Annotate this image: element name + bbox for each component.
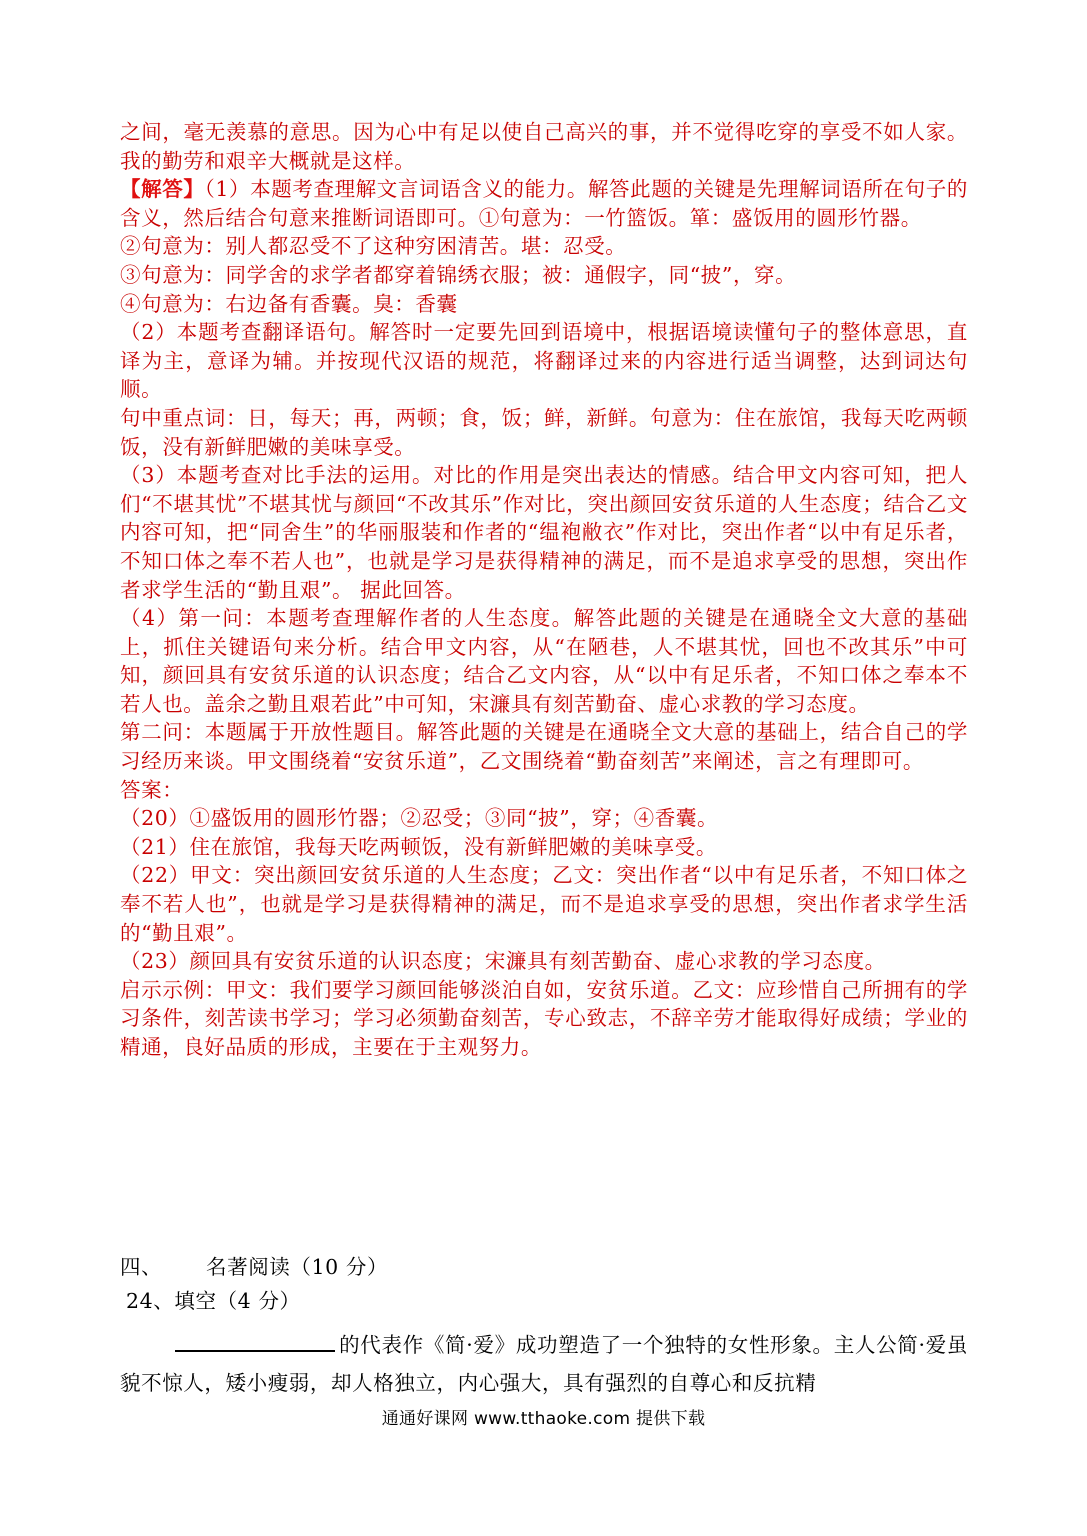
answer-21: （21）住在旅馆，我每天吃两顿饭，没有新鲜肥嫩的美味享受。 xyxy=(120,834,717,859)
answer-part-4: （4）第一问：本题考查理解作者的人生态度。解答此题的关键是在通晓全文大意的基础上，抓住关键语句来分析。结合甲文内容，从“在陋巷，人不堪其忧，回也不改其乐”中可知，颜回具有安贫乐道的认识态度；结合乙文内容，从“以中有足乐者，不知口体之奉本不若人也。盖余之勤且艰若此”中可知，宋濂具有刻苦勤奋、虚心求教的学习态度。 xyxy=(120,606,968,716)
section-number: 四、 xyxy=(120,1255,163,1279)
answer-part-1-3: ③句意为：同学舍的求学者都穿着锦绣衣服；被：通假字，同“披”，穿。 xyxy=(120,262,797,287)
answer-part-2-b: 句中重点词：日，每天；再，两顿；食，饭；鲜，新鲜。句意为：住在旅馆，我每天吃两顿饭，没有新鲜肥嫩的美味享受。 xyxy=(120,405,968,459)
section-four xyxy=(120,1252,968,1402)
answer-part-1-4: ④句意为：右边备有香囊。臭：香囊 xyxy=(120,291,458,316)
answers-label: 答案： xyxy=(120,777,184,802)
answer-22: （22）甲文：突出颜回安贫乐道的人生态度；乙文：突出作者“以中有足乐者，不知口体之奉不若人也”，也就是学习是获得精神的满足，而不是追求享受的思想，突出作者求学生活的“勤且艰”。 xyxy=(120,863,968,945)
answer-20: （20）①盛饭用的圆形竹器；②忍受；③同“披”，穿；④香囊。 xyxy=(120,806,719,831)
translation-ending: 之间，毫无羡慕的意思。因为心中有足以使自己高兴的事，并不觉得吃穿的享受不如人家。我的勤劳和艰辛大概就是这样。 xyxy=(120,120,968,173)
question-24-title: 24、填空（4 分） xyxy=(126,1289,301,1313)
answer-part-1 xyxy=(120,175,968,232)
answer-part-1-2: ②句意为：别人都忍受不了这种穷困清苦。堪：忍受。 xyxy=(120,234,627,259)
question-24-body xyxy=(120,1326,968,1402)
answer-hint: 启示示例：甲文：我们要学习颜回能够淡泊自如，安贫乐道。乙文：应珍惜自己所拥有的学习条件，刻苦读书学习；学习必须勤奋刻苦，专心致志，不辞辛劳才能取得好成绩；学业的精通，良好品质的形成，主要在于主观努力。 xyxy=(120,977,968,1059)
section-title: 名著阅读（10 分） xyxy=(206,1255,389,1279)
question-24-text: 的代表作《简·爱》成功塑造了一个独特的女性形象。主人公简·爱虽貌不惊人，矮小瘦弱，却人格独立，内心强大，具有强烈的自尊心和反抗精 xyxy=(120,1333,968,1395)
footer-credit: 通通好课网 www.tthaoke.com 提供下载 xyxy=(381,1409,706,1429)
answer-label: 【解答】 xyxy=(120,177,205,202)
answer-part-4-b: 第二问：本题属于开放性题目。解答此题的关键是在通晓全文大意的基础上，结合自己的学习经历来谈。甲文围绕着“安贫乐道”，乙文围绕着“勤奋刻苦”来阐述，言之有理即可。 xyxy=(120,720,968,774)
answer-intro: （1）本题考查理解文言词语含义的能力。解答此题的关键是先理解词语所在句子的含义，然后结合句意来推断词语即可。①句意为：一竹篮饭。箪：盛饭用的圆形竹器。 xyxy=(120,177,968,230)
answer-part-3: （3）本题考查对比手法的运用。对比的作用是突出表达的情感。结合甲文内容可知，把人们“不堪其忧”不堪其忧与颜回“不改其乐”作对比，突出颜回安贫乐道的人生态度；结合乙文内容可知，把“同舍生”的华丽服装和作者的“缊袍敝衣”作对比，突出作者“以中有足乐者，不知口体之奉不若人也”，也就是学习是获得精神的满足，而不是追求享受的思想，突出作者求学生活的“勤且艰”。 据此回答。 xyxy=(120,463,968,602)
section-heading xyxy=(120,1252,968,1282)
answer-part-2: （2）本题考查翻译语句。解答时一定要先回到语境中，根据语境读懂句子的整体意思，直译为主，意译为辅。并按现代汉语的规范，将翻译过来的内容进行适当调整，达到词达句顺。 xyxy=(120,320,968,402)
analysis-section xyxy=(120,118,968,1062)
answer-23: （23）颜回具有安贫乐道的认识态度；宋濂具有刻苦勤奋、虚心求教的学习态度。 xyxy=(120,949,886,974)
fill-in-blank[interactable] xyxy=(175,1328,335,1352)
